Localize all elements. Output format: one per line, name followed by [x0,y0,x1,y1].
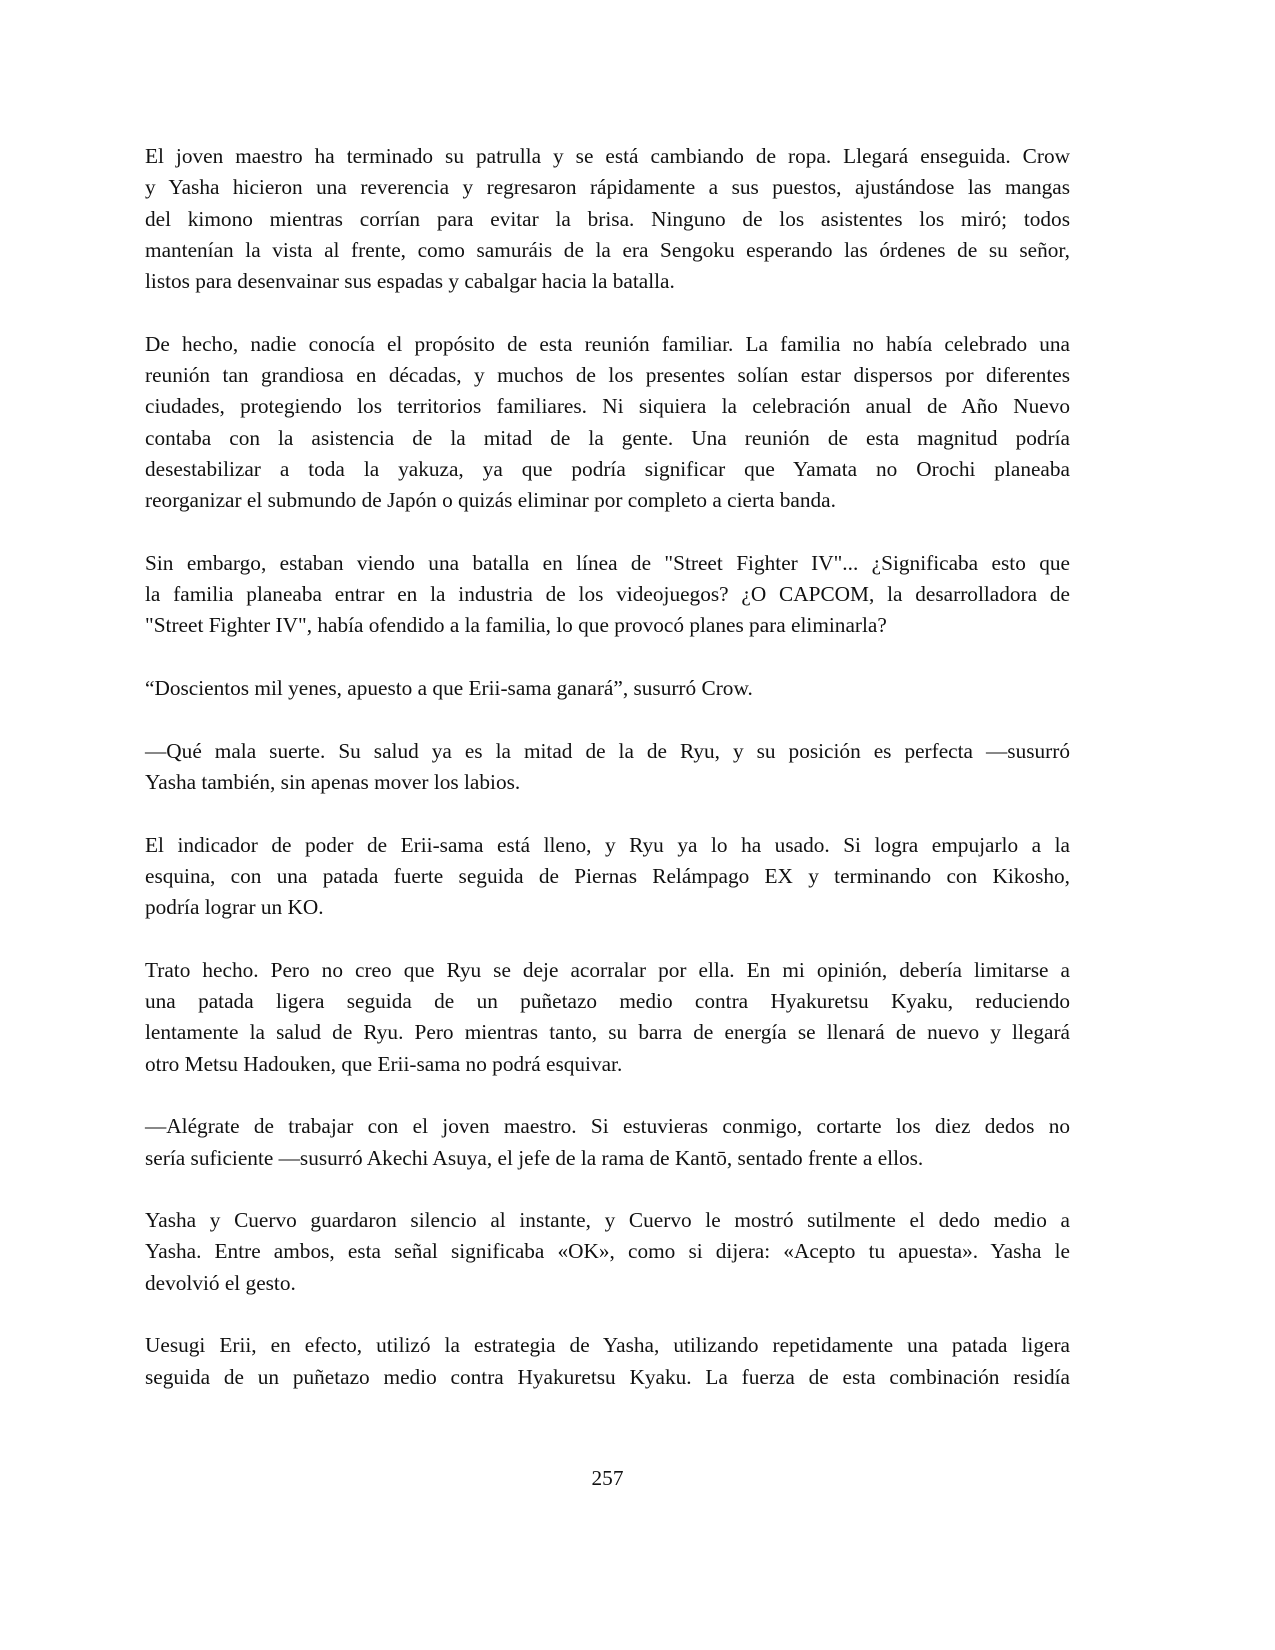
text-line: listos para desenvainar sus espadas y cabalgar hacia la batalla. [145,269,675,294]
text-line: reunión tan grandiosa en décadas, y muchos de los presentes solían estar dispersos por diferentes [145,363,1070,388]
text-line: esquina, con una patada fuerte seguida de Piernas Relámpago EX y terminando con Kikosho, [145,863,1070,888]
paragraph [145,736,1070,799]
text-line: "Street Fighter IV", había ofendido a la familia, lo que provocó planes para eliminarla? [145,613,887,638]
text-line: Uesugi Erii, en efecto, utilizó la estrategia de Yasha, utilizando repetidamente una patada ligera [145,1333,1070,1358]
text-line: De hecho, nadie conocía el propósito de esta reunión familiar. La familia no había celebrado una [145,331,1070,356]
text-line: sería suficiente —susurró Akechi Asuya, el jefe de la rama de Kantō, sentado frente a ellos. [145,1145,924,1170]
page-number: 257 [591,1466,624,1490]
text-line: desestabilizar a toda la yakuza, ya que podría significar que Yamata no Orochi planeaba [145,456,1070,481]
paragraph [145,1205,1070,1299]
text-line: El joven maestro ha terminado su patrulla y se está cambiando de ropa. Llegará enseguida. Crow [145,144,1070,168]
text-line: “Doscientos mil yenes, apuesto a que Erii-sama ganará”, susurró Crow. [145,676,753,701]
text-line: mantenían la vista al frente, como samuráis de la era Sengoku esperando las órdenes de su señor, [145,237,1070,262]
text-line: del kimono mientras corrían para evitar la brisa. Ninguno de los asistentes los miró; todos [145,206,1070,231]
text-line: seguida de un puñetazo medio contra Hyakuretsu Kyaku. La fuerza de esta combinación residía [145,1364,1070,1389]
text-line: Trato hecho. Pero no creo que Ryu se deje acorralar por ella. En mi opinión, debería limitarse a [145,957,1070,982]
text-line: la familia planeaba entrar en la industria de los videojuegos? ¿O CAPCOM, la desarrolladora de [145,582,1070,607]
paragraph [145,673,1070,704]
text-line: Yasha. Entre ambos, esta señal significaba «OK», como si dijera: «Acepto tu apuesta». Yasha le [145,1239,1070,1264]
paragraph [145,548,1070,642]
text-line: reorganizar el submundo de Japón o quizás eliminar por completo a cierta banda. [145,488,836,513]
text-line: Yasha y Cuervo guardaron silencio al instante, y Cuervo le mostró sutilmente el dedo medio a [145,1208,1070,1233]
paragraph [145,1330,1070,1393]
text-line: otro Metsu Hadouken, que Erii-sama no podrá esquivar. [145,1051,623,1076]
paragraph [145,830,1070,924]
text-line: y Yasha hicieron una reverencia y regresaron rápidamente a sus puestos, ajustándose las mangas [145,175,1070,200]
text-line: Sin embargo, estaban viendo una batalla en línea de "Street Fighter IV"... ¿Significaba esto que [145,550,1070,575]
text-line: podría lograr un KO. [145,895,324,920]
paragraph [145,1111,1070,1174]
text-line: devolvió el gesto. [145,1270,296,1295]
text-line: ciudades, protegiendo los territorios familiares. Ni siquiera la celebración anual de Año Nuevo [145,394,1070,419]
text-line: El indicador de poder de Erii-sama está lleno, y Ryu ya lo ha usado. Si logra empujarlo a la [145,832,1070,857]
paragraph [145,955,1070,1080]
paragraph [145,141,1070,297]
text-line: —Qué mala suerte. Su salud ya es la mitad de la de Ryu, y su posición es perfecta —susurró [145,738,1070,763]
text-line: una patada ligera seguida de un puñetazo medio contra Hyakuretsu Kyaku, reduciendo [145,989,1070,1014]
text-line: lentamente la salud de Ryu. Pero mientras tanto, su barra de energía se llenará de nuevo y llegará [145,1020,1070,1045]
document-body [145,141,1070,1424]
text-line: contaba con la asistencia de la mitad de la gente. Una reunión de esta magnitud podría [145,425,1070,450]
text-line: —Alégrate de trabajar con el joven maestro. Si estuvieras conmigo, cortarte los diez dedos no [145,1114,1070,1139]
text-line: Yasha también, sin apenas mover los labios. [145,769,521,794]
paragraph [145,329,1070,517]
